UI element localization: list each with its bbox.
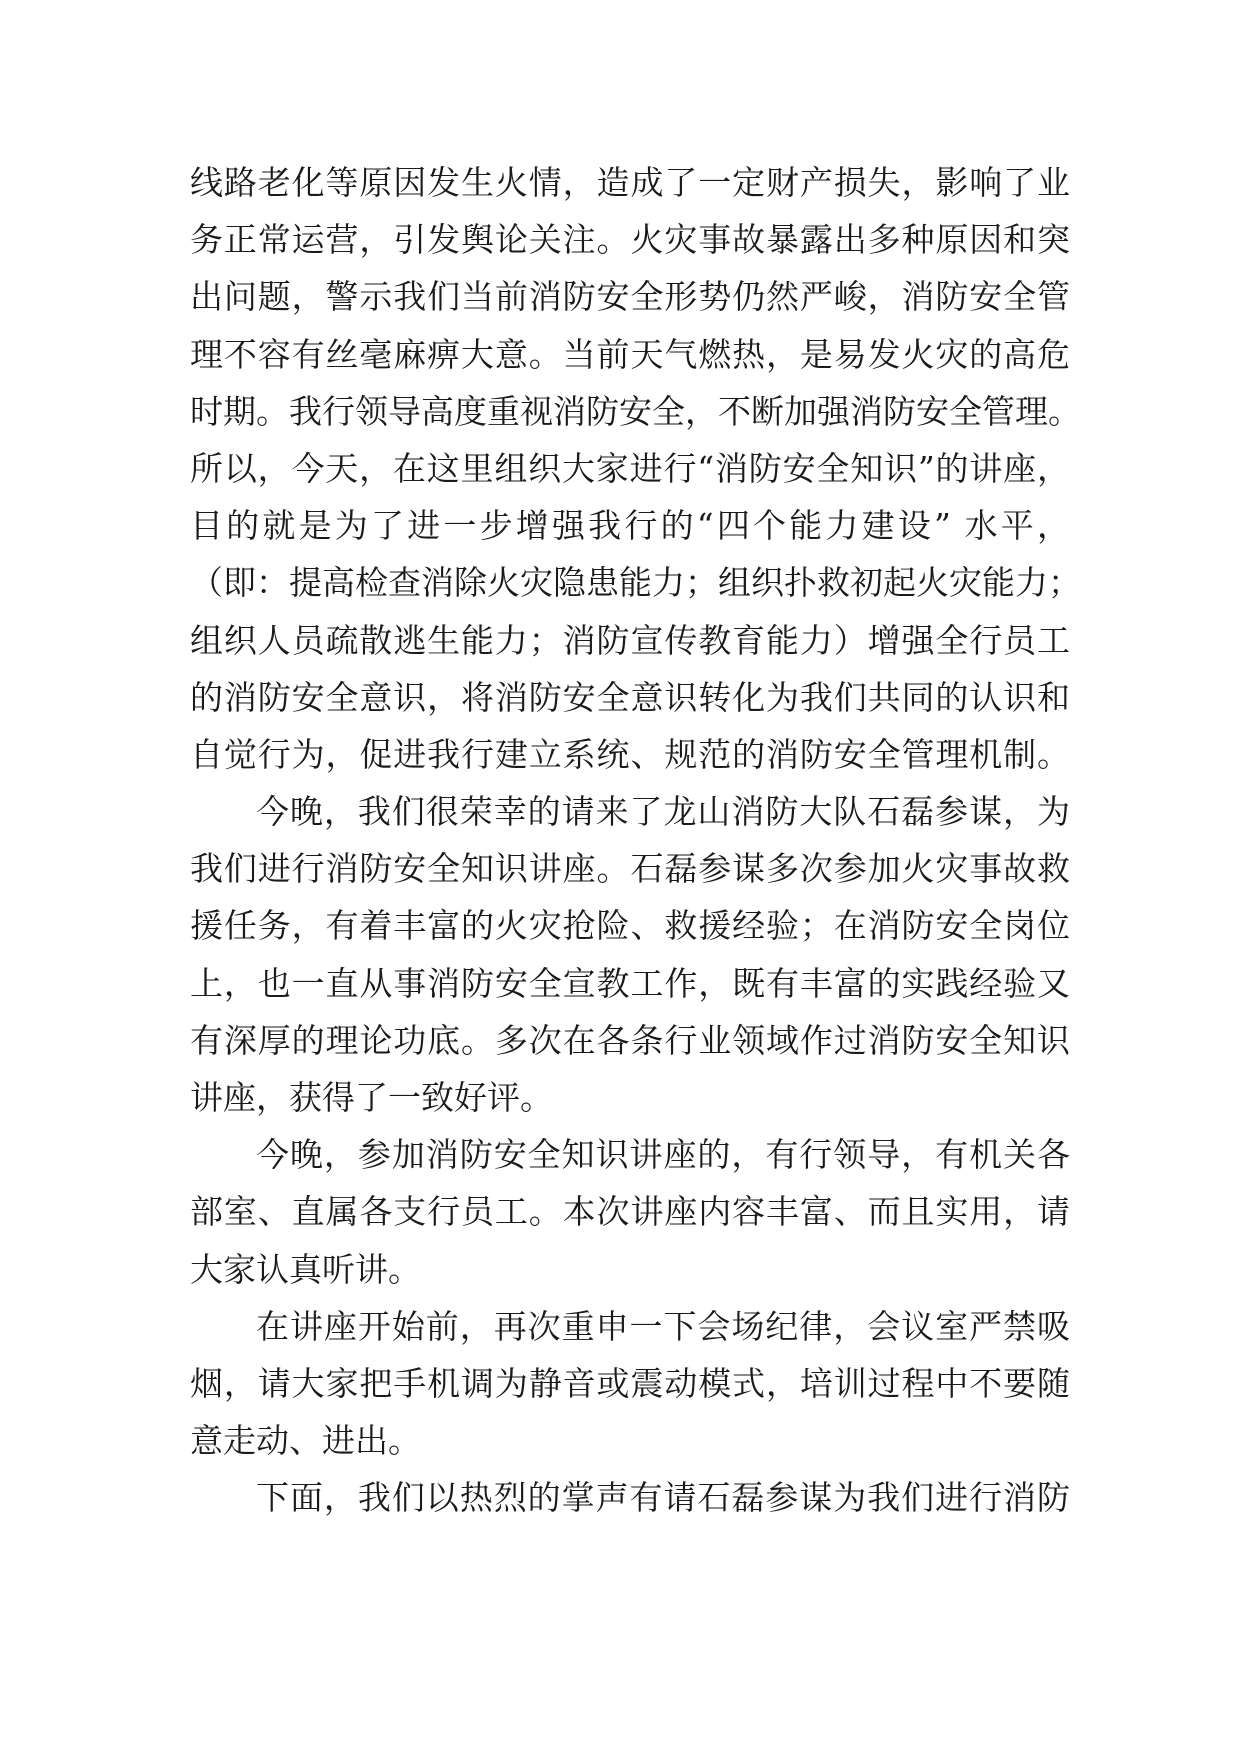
- paragraph-1-line-8: （即：提高检查消除火灾隐患能力；组织扑救初起火灾能力；: [190, 563, 1081, 603]
- paragraph-1-line-1: 线路老化等原因发生火情，造成了一定财产损失，影响了业: [190, 163, 1070, 202]
- paragraph-4-line-1: 在讲座开始前，再次重申一下会场纪律，会议室严禁吸: [256, 1306, 1070, 1346]
- paragraph-4-line-3: 意走动、进出。: [190, 1421, 421, 1461]
- document-body: [190, 154, 1081, 1527]
- paragraph-1-line-3: 出问题，警示我们当前消防安全形势仍然严峻，消防安全管: [190, 277, 1070, 317]
- paragraph-1-line-9: 组织人员疏散逃生能力；消防宣传教育能力）增强全行员工: [190, 620, 1070, 660]
- paragraph-3-line-1: 今晚，参加消防安全知识讲座的，有行领导，有机关各: [256, 1135, 1070, 1175]
- paragraph-4-line-2: 烟，请大家把手机调为静音或震动模式，培训过程中不要随: [190, 1363, 1070, 1403]
- paragraph-2-line-4: 上，也一直从事消防安全宣教工作，既有丰富的实践经验又: [190, 963, 1070, 1003]
- paragraph-1-line-5: 时期。我行领导高度重视消防安全，不断加强消防安全管理。: [190, 391, 1081, 431]
- paragraph-1-line-10: 的消防安全意识，将消防安全意识转化为我们共同的认识和: [190, 677, 1070, 717]
- paragraph-2-line-6: 讲座，获得了一致好评。: [190, 1078, 553, 1117]
- paragraph-2-line-1: 今晚，我们很荣幸的请来了龙山消防大队石磊参谋，为: [256, 792, 1070, 832]
- paragraph-1-line-6: 所以，今天，在这里组织大家进行“消防安全知识”的讲座，: [190, 448, 1070, 488]
- paragraph-2-line-2: 我们进行消防安全知识讲座。石磊参谋多次参加火灾事故救: [190, 849, 1070, 889]
- paragraph-2-line-5: 有深厚的理论功底。多次在各条行业领域作过消防安全知识: [190, 1020, 1070, 1060]
- paragraph-2-line-3: 援任务，有着丰富的火灾抢险、救援经验；在消防安全岗位: [190, 906, 1070, 946]
- paragraph-1-line-2: 务正常运营，引发舆论关注。火灾事故暴露出多种原因和突: [190, 220, 1070, 260]
- paragraph-5-line-1: 下面，我们以热烈的掌声有请石磊参谋为我们进行消防: [256, 1478, 1070, 1518]
- paragraph-1-line-7: 目的就是为了进一步增强我行的“四个能力建设” 水平，: [190, 506, 1070, 546]
- paragraph-1-line-4: 理不容有丝毫麻痹大意。当前天气燃热，是易发火灾的高危: [190, 334, 1070, 374]
- paragraph-3-line-2: 部室、直属各支行员工。本次讲座内容丰富、而且实用，请: [190, 1192, 1070, 1232]
- paragraph-3-line-3: 大家认真听讲。: [190, 1249, 421, 1289]
- paragraph-1-line-11: 自觉行为，促进我行建立系统、规范的消防安全管理机制。: [190, 734, 1070, 774]
